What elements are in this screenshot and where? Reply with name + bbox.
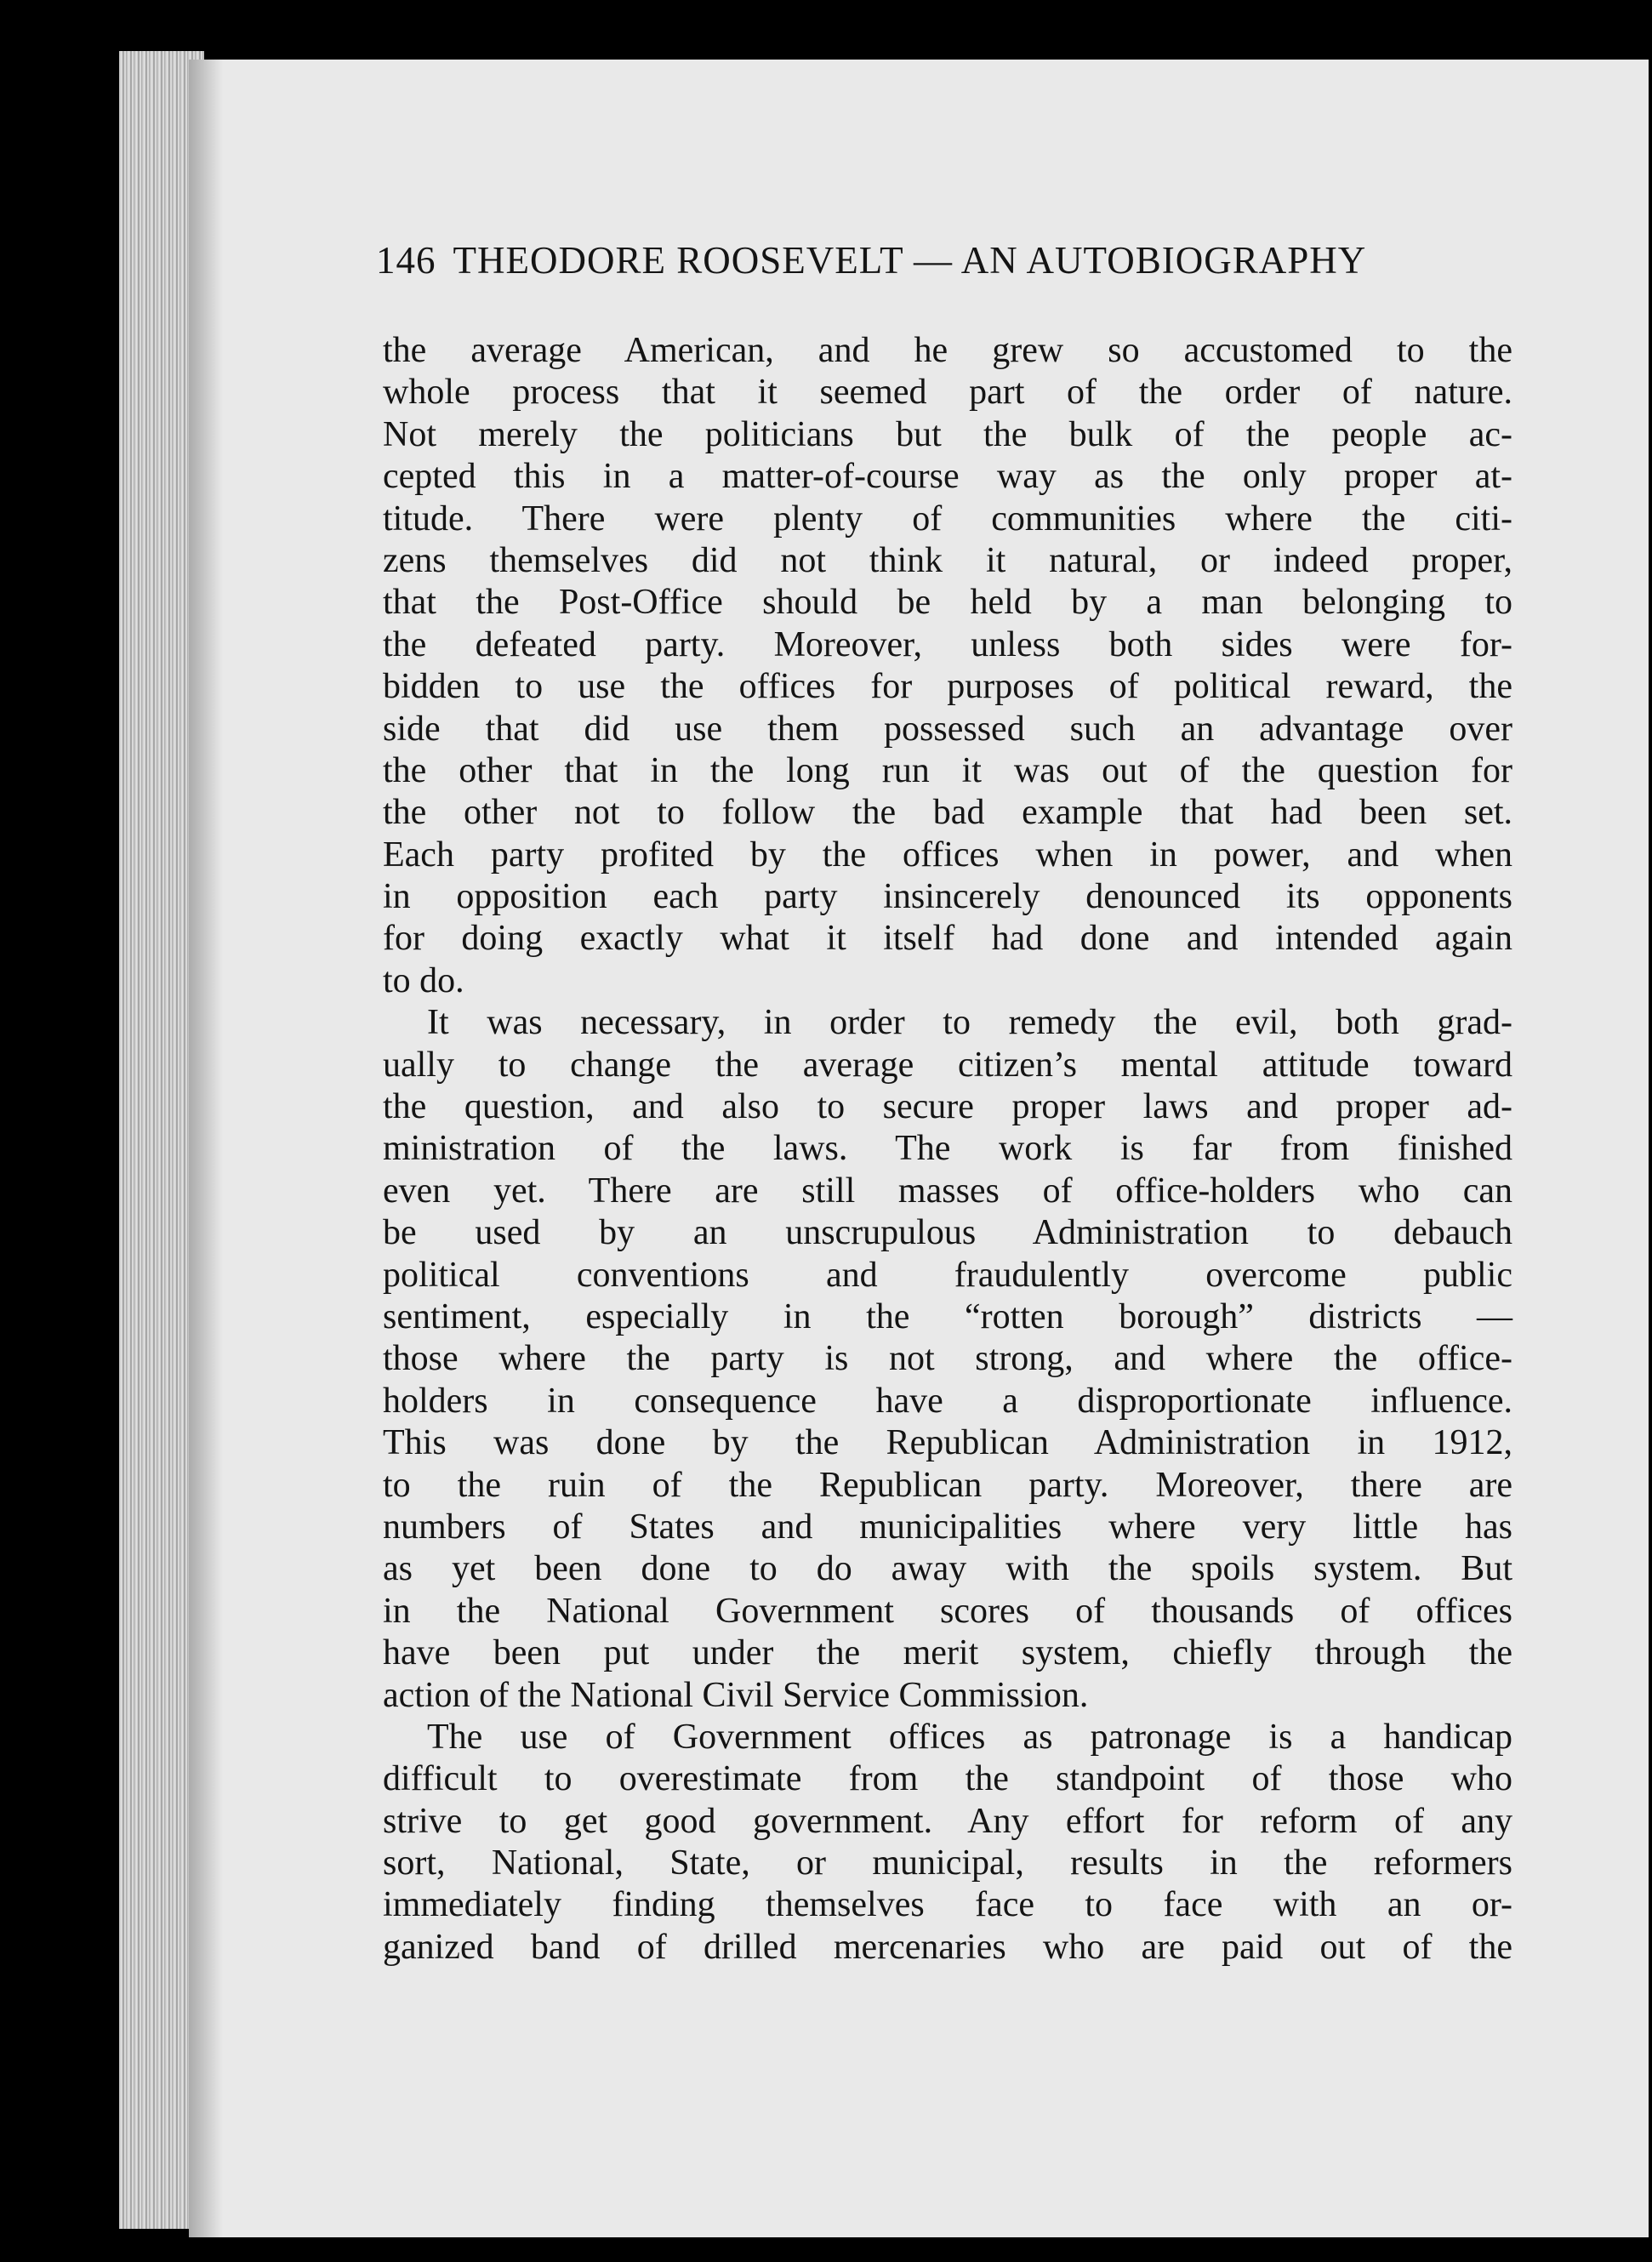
text-line: that the Post-Office should be held by a man belonging to — [383, 583, 1512, 623]
text-line: ually to change the average citizen’s mental attitude toward — [383, 1045, 1512, 1085]
text-line: This was done by the Republican Administration in 1912, — [383, 1423, 1512, 1463]
text-line: ganized band of drilled mercenaries who are paid out of the — [383, 1927, 1512, 1967]
book-page — [189, 60, 1649, 2237]
text-line: to do. — [383, 960, 464, 1000]
text-line: the average American, and he grew so accustomed to the — [383, 331, 1512, 370]
text-line: have been put under the merit system, chiefly through the — [383, 1633, 1512, 1673]
text-line: be used by an unscrupulous Administration to debauch — [383, 1213, 1512, 1253]
text-line: immediately finding themselves face to face with an or- — [383, 1885, 1512, 1925]
text-line: difficult to overestimate from the standpoint of those who — [383, 1759, 1512, 1799]
paragraph-start-line: The use of Government offices as patronage is a handicap — [427, 1717, 1512, 1757]
text-line: to the ruin of the Republican party. Moreover, there are — [383, 1465, 1512, 1505]
text-line: the defeated party. Moreover, unless both sides were for- — [383, 624, 1512, 664]
text-line: those where the party is not strong, and where the office- — [383, 1339, 1512, 1379]
text-line: bidden to use the offices for purposes of political reward, the — [383, 667, 1512, 707]
text-line: action of the National Civil Service Commission. — [383, 1675, 1089, 1715]
text-line: as yet been done to do away with the spoils system. But — [383, 1549, 1512, 1589]
text-line: strive to get good government. Any effort for reform of any — [383, 1801, 1512, 1841]
text-line: sort, National, State, or municipal, results in the reformers — [383, 1843, 1512, 1883]
text-line: for doing exactly what it itself had done and intended again — [383, 919, 1512, 959]
text-line: side that did use them possessed such an advantage over — [383, 709, 1512, 749]
text-line: in the National Government scores of thousands of offices — [383, 1591, 1512, 1631]
text-line: sentiment, especially in the “rotten borough” districts — — [383, 1296, 1512, 1336]
text-line: political conventions and fraudulently overcome public — [383, 1255, 1512, 1295]
text-line: the other that in the long run it was out of the question for — [383, 750, 1512, 790]
text-line: in opposition each party insincerely denounced its opponents — [383, 877, 1512, 917]
running-title: THEODORE ROOSEVELT — AN AUTOBIOGRAPHY — [453, 239, 1367, 282]
text-line: cepted this in a matter-of-course way as the only proper at- — [383, 457, 1512, 497]
text-line: Not merely the politicians but the bulk of the people ac- — [383, 414, 1512, 454]
paragraph-start-line: It was necessary, in order to remedy the evil, both grad- — [427, 1003, 1512, 1043]
text-line: numbers of States and municipalities where very little has — [383, 1507, 1512, 1547]
text-line: the question, and also to secure proper laws and proper ad- — [383, 1087, 1512, 1127]
text-line: ministration of the laws. The work is far from finished — [383, 1129, 1512, 1169]
text-line: zens themselves did not think it natural, or indeed proper, — [383, 540, 1512, 580]
text-line: the other not to follow the bad example that had been set. — [383, 793, 1512, 833]
running-header — [376, 238, 1507, 282]
text-line: even yet. There are still masses of office-holders who can — [383, 1171, 1512, 1211]
text-line: Each party profited by the offices when in power, and when — [383, 835, 1512, 875]
page-number: 146 — [376, 239, 436, 282]
text-line: holders in consequence have a disproportionate influence. — [383, 1381, 1512, 1421]
text-line: titude. There were plenty of communities where the citi- — [383, 499, 1512, 538]
spine-shadow — [189, 60, 223, 2237]
body-text — [383, 330, 1512, 1969]
text-line: whole process that it seemed part of the order of nature. — [383, 373, 1512, 413]
